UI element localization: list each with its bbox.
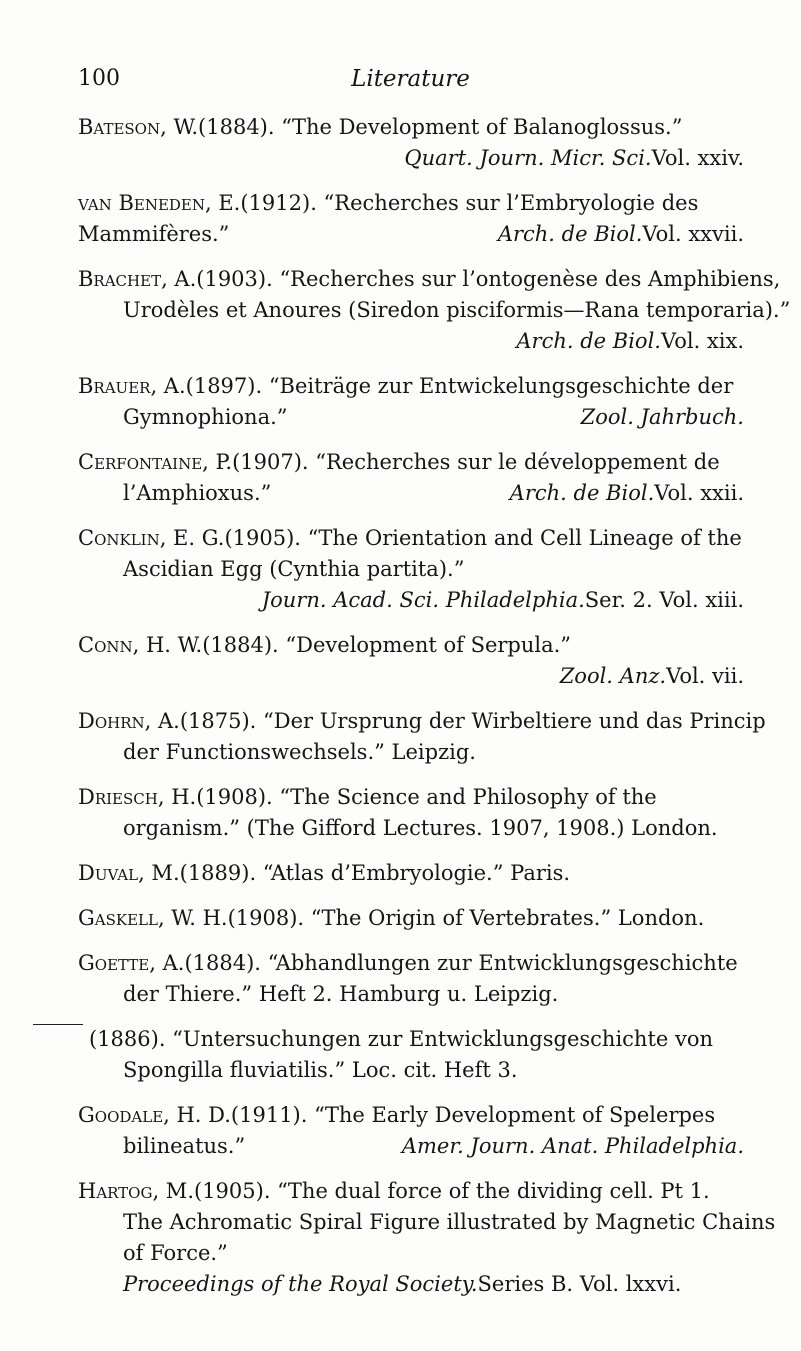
entry-author: Hartog, M. <box>78 1179 194 1203</box>
entry-volume: Vol. xxvii. <box>642 222 744 246</box>
running-title: Literature <box>351 66 470 92</box>
entry-journal: Proceedings of the Royal Society. <box>123 1272 478 1296</box>
entry-journal: Arch. de Biol. <box>497 222 643 246</box>
entry-author: Driesch, H. <box>78 785 197 809</box>
bibliography-entry <box>78 948 758 1010</box>
entry-title: (1908). “The Science and Philosophy of the <box>196 785 657 809</box>
entry-title-cont: Gymnophiona.” <box>123 405 288 429</box>
entry-title: (1884). “Abhandlungen zur Entwicklungsgeschichte <box>184 951 738 975</box>
page-header <box>78 66 743 102</box>
entry-journal: Quart. Journ. Micr. Sci. <box>404 146 652 170</box>
entry-title: (1886). “Untersuchungen zur Entwicklungsgeschichte von <box>89 1027 714 1051</box>
entry-title-cont: der Thiere.” Heft 2. Hamburg u. Leipzig. <box>123 982 559 1006</box>
bibliography-entry <box>78 447 758 509</box>
entry-title-cont: l’Amphioxus.” <box>123 481 272 505</box>
entry-title: (1897). “Beiträge zur Entwickelungsgeschichte der <box>185 374 734 398</box>
bibliography-entry <box>78 1176 776 1300</box>
entry-journal: Journ. Acad. Sci. Philadelphia. <box>261 588 585 612</box>
entry-title: (1889). “Atlas d’Embryologie.” Paris. <box>179 861 571 885</box>
entry-author: Conn, H. W. <box>78 633 203 657</box>
entry-title: (1912). “Recherches sur l’Embryologie des <box>240 191 699 215</box>
bibliography-entry <box>78 264 791 357</box>
entry-author: Goette, A. <box>78 951 185 975</box>
bibliography-entry <box>78 782 758 844</box>
entry-title: (1884). “Development of Serpula.” <box>202 633 572 657</box>
entry-title: (1905). “The Orientation and Cell Lineage of the <box>224 526 742 550</box>
bibliography-list <box>78 112 791 1314</box>
entry-title: (1875). “Der Ursprung der Wirbeltiere und das Princip <box>179 709 766 733</box>
page-number: 100 <box>78 66 120 91</box>
entry-volume: Vol. xxii. <box>654 481 744 505</box>
entry-title: (1911). “The Early Development of Spelerpes <box>230 1103 716 1127</box>
entry-title-cont: organism.” (The Gifford Lectures. 1907, 1908.) London. <box>123 816 718 840</box>
entry-title-cont: Spongilla fluviatilis.” Loc. cit. Heft 3. <box>123 1058 518 1082</box>
bibliography-entry <box>78 188 758 250</box>
bibliography-entry <box>78 112 758 174</box>
bibliography-entry <box>78 706 766 768</box>
entry-author: Goodale, H. D. <box>78 1103 231 1127</box>
entry-title-cont: Urodèles et Anoures (Siredon pisciformis—Rana temporaria).” <box>123 298 791 322</box>
entry-author: van Beneden, E. <box>78 191 241 215</box>
entry-title: (1903). “Recherches sur l’ontogenèse des Amphibiens, <box>196 267 781 291</box>
entry-journal: Zool. Anz. <box>559 664 667 688</box>
entry-author: Conklin, E. G. <box>78 526 225 550</box>
bibliography-entry <box>78 523 758 616</box>
entry-volume: Vol. xxiv. <box>651 146 744 170</box>
ditto-dash <box>33 1024 83 1055</box>
bibliography-entry <box>78 1024 758 1086</box>
entry-journal: Zool. Jahrbuch. <box>580 405 744 429</box>
entry-journal: Arch. de Biol. <box>509 481 655 505</box>
entry-author: Cerfontaine, P. <box>78 450 233 474</box>
entry-title-cont: of Force.” <box>123 1241 228 1265</box>
entry-author: Duval, M. <box>78 861 180 885</box>
entry-title-cont: The Achromatic Spiral Figure illustrated by Magnetic Chains <box>123 1210 776 1234</box>
bibliography-entry <box>78 630 758 692</box>
entry-author: Brauer, A. <box>78 374 186 398</box>
entry-title-cont: Mammifères.” <box>78 222 230 246</box>
entry-author: Bateson, W. <box>78 115 199 139</box>
entry-journal: Arch. de Biol. <box>516 329 661 353</box>
entry-author: Dohrn, A. <box>78 709 180 733</box>
bibliography-entry <box>78 903 758 934</box>
entry-title-cont: bilineatus.” <box>123 1134 246 1158</box>
entry-journal: Amer. Journ. Anat. Philadelphia. <box>401 1134 744 1158</box>
bibliography-entry <box>78 858 758 889</box>
entry-author: Brachet, A. <box>78 267 197 291</box>
entry-title: (1907). “Recherches sur le développement de <box>232 450 720 474</box>
entry-volume: Vol. vii. <box>666 664 744 688</box>
entry-title-cont: Ascidian Egg (Cynthia partita).” <box>123 557 465 581</box>
bibliography-entry <box>78 1100 758 1162</box>
entry-volume: Ser. 2. Vol. xiii. <box>584 588 744 612</box>
entry-title: (1884). “The Development of Balanoglossus.” <box>198 115 683 139</box>
entry-author: Gaskell, W. H. <box>78 906 228 930</box>
entry-volume: Vol. xix. <box>660 329 744 353</box>
bibliography-entry <box>78 371 758 433</box>
entry-title-cont: der Functionswechsels.” Leipzig. <box>123 740 476 764</box>
entry-title: (1908). “The Origin of Vertebrates.” London. <box>227 906 705 930</box>
entry-title: (1905). “The dual force of the dividing cell. Pt 1. <box>194 1179 710 1203</box>
entry-volume: Series B. Vol. lxxvi. <box>477 1272 682 1296</box>
